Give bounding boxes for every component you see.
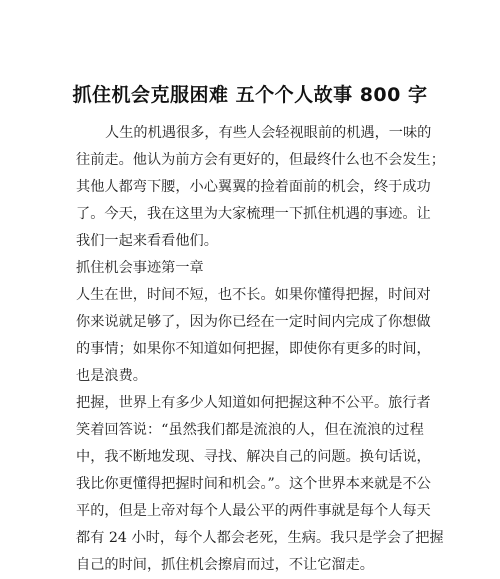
paragraph-line: 把握，世界上有多少人知道如何把握这种不公平。旅行者 xyxy=(76,395,431,411)
paragraph-line: 我比你更懂得把握时间和机会。”。这个世界本来就是不公 xyxy=(76,476,431,492)
paragraph-line: 了。今天，我在这里为大家梳理一下抓住机遇的事迹。让 xyxy=(76,206,431,222)
paragraph-line: 你来说就足够了，因为你已经在一定时间内完成了你想做 xyxy=(76,314,431,330)
paragraph-line: 人生的机遇很多，有些人会轻视眼前的机遇，一味的 xyxy=(105,125,432,141)
paragraph-line: 自己的时间，抓住机会擦肩而过，不让它溜走。 xyxy=(76,557,374,573)
document-body xyxy=(76,120,445,579)
paragraph-line: 平的，但是上帝对每个人最公平的两件事就是每个人每天 xyxy=(76,503,431,519)
paragraph-line: 我们一起来看看他们。 xyxy=(76,233,218,249)
paragraph-line: 往前走。他认为前方会有更好的，但最终什么也不会发生； xyxy=(76,152,445,168)
document-title: 抓住机会克服困难 五个个人故事 800 字 xyxy=(72,84,428,106)
section-heading: 抓住机会事迹第一章 xyxy=(76,260,204,276)
paragraph-line: 笑着回答说：“虽然我们都是流浪的人，但在流浪的过程 xyxy=(76,422,424,438)
paragraph-line: 其他人都弯下腰，小心翼翼的捡着面前的机会，终于成功 xyxy=(76,179,431,195)
paragraph-line: 人生在世，时间不短，也不长。如果你懂得把握，时间对 xyxy=(76,287,431,303)
paragraph-line: 也是浪费。 xyxy=(76,368,147,384)
paragraph-line: 都有 24 小时，每个人都会老死，生病。我只是学会了把握 xyxy=(76,530,444,546)
paragraph-line: 的事情；如果你不知道如何把握，即使你有更多的时间， xyxy=(76,341,431,357)
paragraph-line: 中，我不断地发现、寻找、解决自己的问题。换句话说， xyxy=(76,449,431,465)
